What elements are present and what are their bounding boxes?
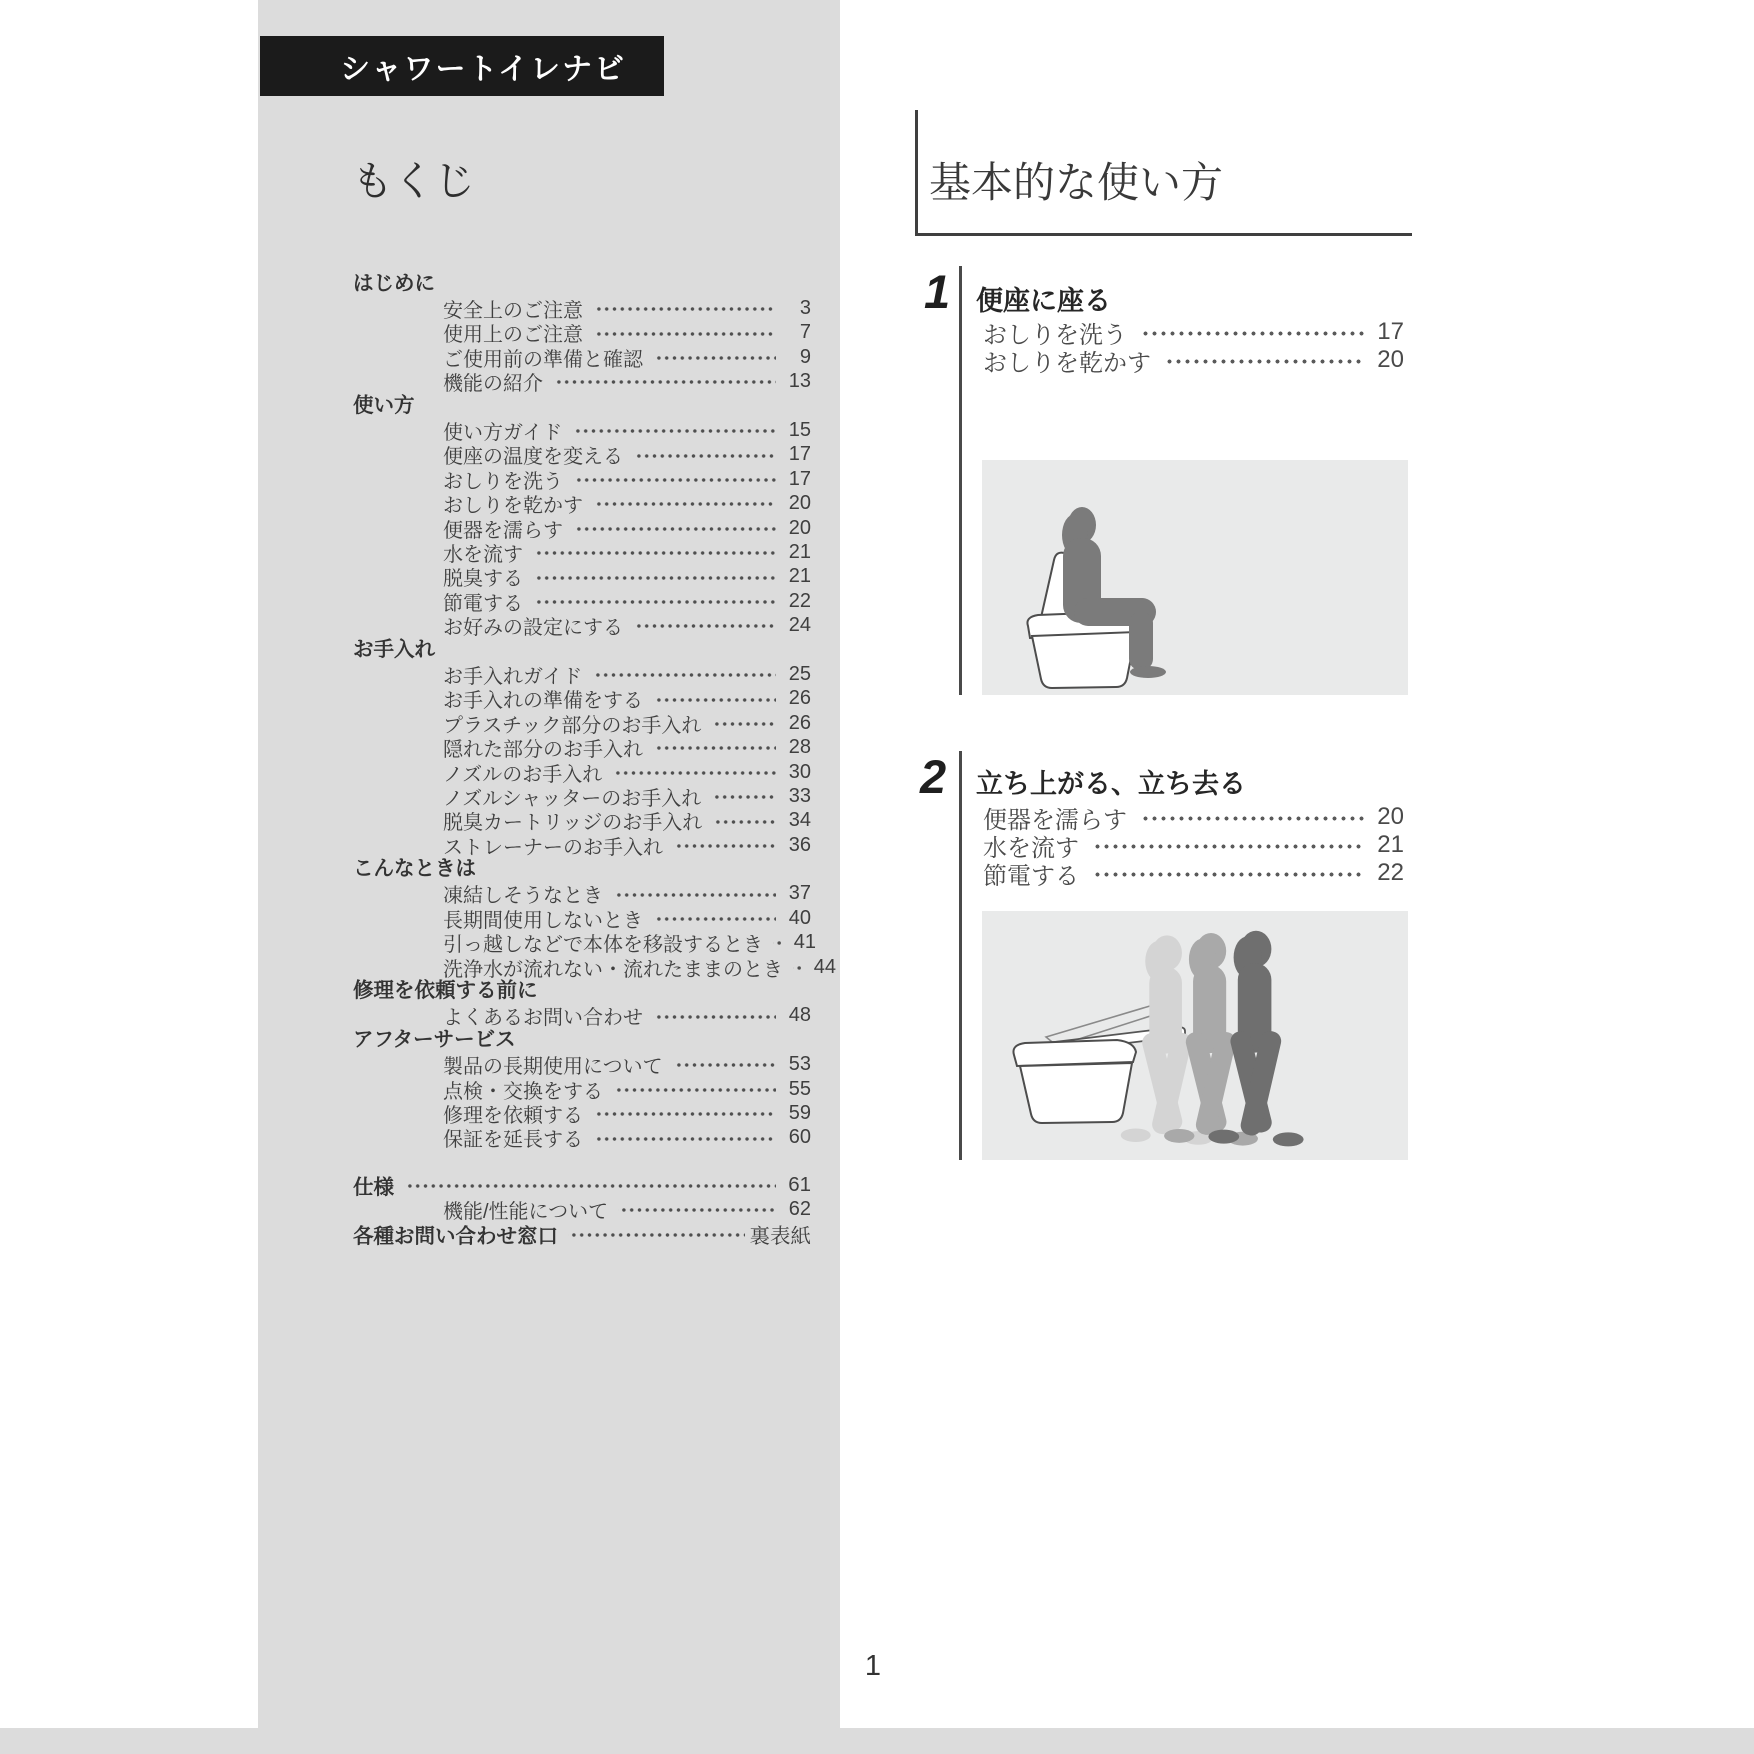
toc-item [443, 467, 811, 491]
header-badge-label: シャワートイレナビ [340, 53, 626, 86]
dot-leader [1163, 348, 1364, 372]
page-number: 1 [864, 1650, 882, 1682]
seated-person-illustration [982, 460, 1408, 695]
step-item [983, 346, 1404, 377]
step-item [983, 859, 1404, 890]
toc-item-page: 60 [788, 1126, 811, 1149]
toc-item-label: 保証を延長する [443, 1129, 583, 1152]
toc-item [443, 760, 811, 784]
toc-item-label: 使い方ガイド [443, 422, 563, 445]
dot-leader [533, 542, 776, 562]
toc-item-page: 24 [788, 614, 811, 637]
toc-item-page: 28 [788, 736, 811, 759]
toc-item-page: 30 [788, 760, 811, 783]
toc-item [443, 833, 811, 857]
dot-leader [573, 518, 776, 538]
step-item-label: 節電する [983, 862, 1079, 890]
toc-item-label: 各種お問い合わせ窓口 [353, 1225, 558, 1249]
dot-leader [1139, 320, 1364, 344]
dot-leader [593, 323, 776, 343]
dot-leader [773, 933, 781, 953]
walking-away-illustration [982, 911, 1408, 1160]
toc-item [443, 662, 811, 686]
toc-item-page: 25 [788, 662, 811, 685]
toc-item-page: 7 [799, 321, 811, 344]
step-item-label: おしりを洗う [983, 321, 1127, 349]
dot-leader [1091, 861, 1364, 885]
dot-leader [612, 762, 776, 782]
toc-item [443, 687, 811, 711]
toc-item-page: 37 [788, 882, 811, 905]
toc-item-label: おしりを洗う [443, 470, 563, 493]
toc-item-label: おしりを乾かす [443, 495, 583, 518]
step-item-label: 便器を濡らす [983, 806, 1127, 834]
toc-item-label: 点検・交換をする [443, 1080, 603, 1103]
toc-item [443, 345, 811, 369]
toc-item-page: 26 [788, 711, 811, 734]
dot-leader [711, 786, 776, 806]
toc-item [443, 565, 811, 589]
toc-section-header: アフターサービス [353, 1028, 516, 1052]
toc-item-page: 59 [788, 1101, 811, 1124]
toc-item-page: 44 [813, 955, 836, 978]
toc-item [443, 589, 811, 613]
toc-section-header: はじめに [353, 272, 435, 295]
toc-item [443, 540, 811, 564]
step-1-title: 便座に座る [976, 286, 1111, 316]
dot-leader [712, 811, 776, 831]
toc-item-page: 21 [788, 540, 811, 563]
toc-title: もくじ [352, 158, 475, 204]
toc-item-page: 53 [788, 1053, 811, 1076]
toc-item-page: 裏表紙 [749, 1225, 811, 1249]
toc-item-label: 仕様 [353, 1176, 394, 1200]
toc-item-label: 使用上のご注意 [443, 324, 583, 347]
dot-leader [404, 1175, 776, 1195]
dot-leader [613, 1079, 776, 1099]
toc-item-label: プラスチック部分のお手入れ [443, 714, 702, 737]
toc-item-page: 26 [788, 687, 811, 710]
step-2-divider-line [959, 751, 962, 1160]
toc-item [443, 443, 811, 467]
dot-leader [618, 1200, 776, 1220]
dot-leader [673, 1055, 776, 1075]
dot-leader [553, 372, 776, 392]
toilet-graphic [1013, 1040, 1136, 1066]
toc-item-page: 34 [788, 809, 811, 832]
toc-item-page: 48 [788, 1004, 811, 1027]
dot-leader [592, 664, 776, 684]
toc-item [443, 882, 811, 906]
toc-item-page: 36 [788, 833, 811, 856]
toc-item-page: 40 [788, 906, 811, 929]
dot-leader [593, 1103, 776, 1123]
toc-item-page: 17 [788, 467, 811, 490]
header-badge [260, 36, 664, 96]
toc-item [443, 1126, 811, 1150]
toc-item [443, 711, 811, 735]
toc-item-label: 脱臭カートリッジのお手入れ [443, 812, 703, 835]
toc-item-contact [353, 1222, 811, 1249]
toc-gap [353, 1150, 811, 1173]
toc-item-label: 長期間使用しないとき [443, 909, 643, 932]
toc-item-label: お手入れガイド [443, 665, 583, 688]
toc-item-label: お好みの設定にする [443, 617, 623, 640]
toc-item [443, 1053, 811, 1077]
toc-item-page: 13 [788, 370, 811, 393]
toc-item-page: 55 [788, 1077, 811, 1100]
dot-leader [653, 908, 776, 928]
toc-section-header: 修理を依頼する前に [353, 979, 538, 1003]
toc-item [443, 492, 811, 516]
dot-leader [633, 445, 776, 465]
dot-leader [533, 567, 776, 587]
step-item-page: 22 [1377, 859, 1404, 886]
toc-item-label: 洗浄水が流れない・流れたままのとき [443, 958, 783, 981]
toc-item-page: 20 [788, 516, 811, 539]
dot-leader [653, 738, 776, 758]
dot-leader [633, 616, 776, 636]
dot-leader [673, 835, 776, 855]
step-2-items [983, 803, 1404, 890]
toc-section-header: 使い方 [353, 393, 415, 417]
toc-item-label: 水を流す [443, 544, 523, 566]
toc-item-label: 製品の長期使用について [443, 1056, 663, 1079]
dot-leader [568, 1224, 745, 1244]
toc-item-label: 便座の温度を変える [443, 446, 623, 469]
dot-leader [533, 591, 776, 611]
toc-item [443, 370, 811, 394]
toc-item-label: 機能/性能について [443, 1201, 609, 1224]
heading-accent-line [915, 110, 918, 236]
dot-leader [793, 957, 801, 977]
toc-item-page: 15 [788, 419, 811, 442]
dot-leader [593, 494, 776, 514]
step-item-page: 17 [1377, 318, 1404, 345]
toc-item-label: お手入れの準備をする [443, 690, 643, 713]
toc-item-label: ご使用前の準備と確認 [443, 348, 643, 371]
toc-item-label: ノズルのお手入れ [443, 763, 603, 786]
toc-item-page: 41 [793, 931, 816, 954]
dot-leader [573, 469, 776, 489]
toc-item-label: 便器を濡らす [443, 519, 563, 542]
toc-item-page: 3 [799, 297, 811, 320]
toc-item [443, 321, 811, 345]
toc-item-label: 凍結しそうなとき [443, 885, 603, 908]
toc-item [443, 906, 811, 930]
toc-item [443, 784, 811, 808]
toc-item [443, 418, 811, 445]
toc-item-label: 脱臭する [443, 568, 523, 591]
step-item-label: おしりを乾かす [983, 349, 1151, 377]
toc-item-label: ノズルシャッターのお手入れ [443, 787, 702, 810]
bottom-gray-band [0, 1728, 1754, 1754]
step-2-title: 立ち上がる、立ち去る [976, 769, 1246, 799]
step-1-items [983, 318, 1404, 377]
toc-item [443, 955, 836, 981]
toc-item-page: 22 [788, 589, 811, 612]
toc-section-header: お手入れ [353, 637, 435, 661]
toc-item-page: 21 [788, 565, 811, 588]
dot-leader [653, 347, 776, 367]
toc-item-page: 62 [788, 1198, 811, 1221]
basic-usage-title: 基本的な使い方 [929, 159, 1224, 206]
toc-item [443, 1077, 811, 1101]
step-1-divider-line [959, 266, 962, 695]
heading-underline [915, 233, 1412, 236]
dot-leader [572, 421, 776, 441]
step-item-page: 21 [1377, 831, 1404, 858]
dot-leader [653, 689, 776, 709]
dot-leader [653, 1006, 776, 1026]
toc-item [443, 1101, 811, 1125]
toc-item-label: 節電する [443, 592, 523, 615]
toc-item-page: 33 [788, 784, 811, 807]
step-1-illustration-box [982, 460, 1408, 695]
toc-item-label: 引っ越しなどで本体を移設するとき [443, 934, 763, 957]
toc-item-spec [353, 1173, 811, 1200]
toc-item-page: 9 [799, 345, 811, 368]
toc-section-header: こんなときは [353, 857, 476, 881]
toc-item [443, 296, 811, 323]
step-item-label: 水を流す [983, 834, 1079, 862]
toc-item [443, 516, 811, 540]
dot-leader [1139, 805, 1364, 829]
toc-item [443, 1004, 811, 1028]
toc-item-page: 61 [788, 1173, 811, 1197]
step-1-number: 1 [924, 265, 951, 318]
toc-item-label: よくあるお問い合わせ [443, 1007, 643, 1030]
toc-item-label: ストレーナーのお手入れ [443, 836, 663, 859]
dot-leader [593, 299, 776, 319]
toc-item [443, 931, 816, 957]
toc-item-label: 修理を依頼する [443, 1104, 583, 1127]
toc-item [443, 735, 811, 762]
toc-item-page: 20 [788, 492, 811, 515]
dot-leader [711, 713, 776, 733]
step-item-page: 20 [1377, 346, 1404, 373]
dot-leader [593, 1128, 776, 1148]
toc-item-page: 17 [788, 443, 811, 466]
toc-item-label: 隠れた部分のお手入れ [443, 739, 643, 762]
toc-item-label: 機能の紹介 [443, 373, 543, 396]
toilet-graphic [1020, 1063, 1132, 1123]
dot-leader [1091, 833, 1364, 857]
dot-leader [613, 884, 776, 904]
toc-item [443, 613, 811, 640]
step-2-number: 2 [920, 750, 947, 803]
step-item-page: 20 [1377, 803, 1404, 830]
step-2-illustration-box [982, 911, 1408, 1160]
table-of-contents [353, 272, 836, 1249]
toc-item [443, 809, 811, 833]
toc-item-label: 安全上のご注意 [443, 300, 583, 323]
